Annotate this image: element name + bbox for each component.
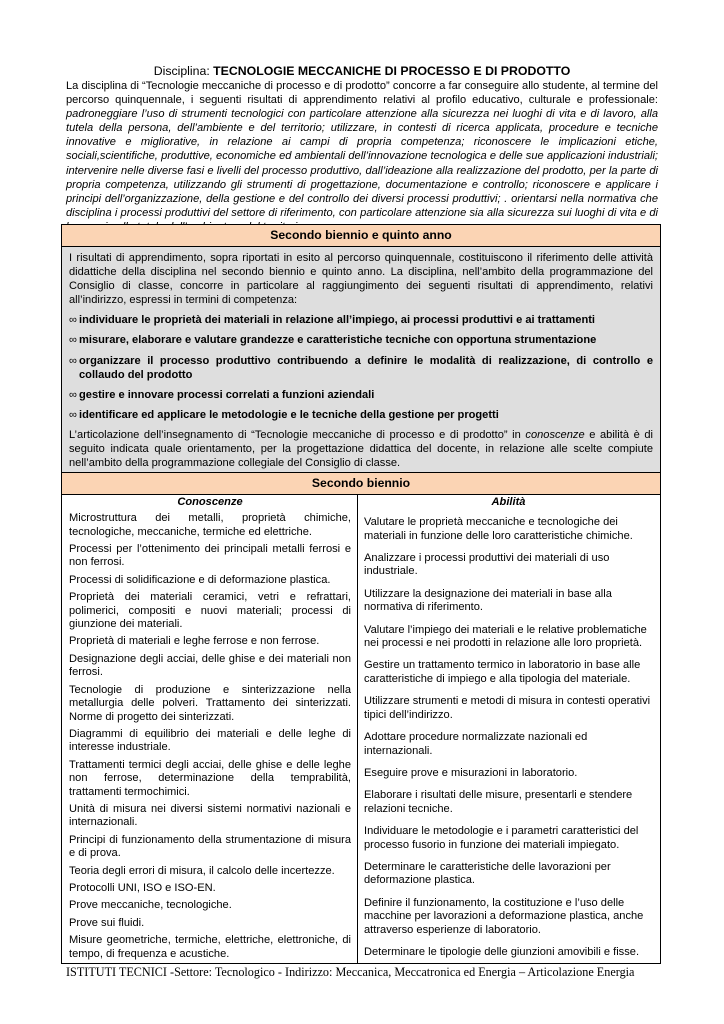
closing-text-a: L’articolazione dell’insegnamento di “Tecnologie meccaniche di processo e di prodotto” in bbox=[69, 428, 526, 441]
page-title bbox=[66, 64, 658, 78]
conoscenze-heading: Conoscenze bbox=[177, 496, 243, 509]
section-heading-biennio-quinto: Secondo biennio e quinto anno bbox=[62, 225, 660, 247]
bullet-icon: ∞ bbox=[69, 408, 77, 421]
competence-text: identificare ed applicare le metodologie e le tecniche della gestione per progetti bbox=[79, 408, 499, 421]
conoscenza-item: Proprietà di materiali e leghe ferrose e non ferrose. bbox=[69, 635, 320, 648]
conoscenza-item: Proprietà dei materiali ceramici, vetri e refrattari, polimerici, compositi e nuovi materiali; processi di giunzione dei materiali. bbox=[69, 591, 351, 631]
section-heading-secondo-biennio: Secondo biennio bbox=[62, 472, 660, 495]
learning-outcomes-table bbox=[61, 224, 661, 964]
competence-item bbox=[69, 388, 653, 402]
discipline-name: TECNOLOGIE MECCANICHE DI PROCESSO E DI PRODOTTO bbox=[213, 64, 571, 78]
abilita-item: Eseguire prove e misurazioni in laboratorio. bbox=[364, 766, 578, 779]
conoscenza-item: Protocolli UNI, ISO e ISO-EN. bbox=[69, 881, 216, 894]
abilita-item: Utilizzare la designazione dei materiali in base alla normativa di riferimento. bbox=[364, 587, 612, 614]
intro-paragraph bbox=[66, 79, 658, 234]
conoscenza-item: Trattamenti termici degli acciai, delle ghise e delle leghe non ferrose, determinazione della temprabilità, trattamenti termochimici. bbox=[69, 758, 351, 798]
abilita-list bbox=[364, 516, 653, 964]
abilita-item: Valutare l’impiego dei materiali e le relative problematiche nei processi e nei prodotti in relazione alle loro proprietà. bbox=[364, 623, 647, 650]
bullet-icon: ∞ bbox=[69, 334, 77, 347]
abilita-item: Adottare procedure normalizzate nazionali ed internazionali. bbox=[364, 731, 588, 757]
intro-italic: padroneggiare l’uso di strumenti tecnologici con particolare attenzione alla sicurezza nei luoghi di vita e di lavoro, alla tutela della persona, dell’ambiente e del territorio; utilizzare, in contesti di ricerca applicata, procedure e tecniche innovative e migliorative, in relazione ai campi di propria competenza; riconoscere le implicazioni etiche, sociali,scientifiche, produttive, economiche ed ambientali dell’innovazione tecnologica e delle sue applicazioni industriali; intervenire nelle diverse fasi e livelli del processo produttivo, dall’ideazione alla realizzazione del prodotto, per la parte di propria competenza, utilizzando gli strumenti di progettazione, documentazione e controllo; riconoscere e applicare i principi dell’organizzazione, della gestione e del controllo dei diversi processi produttivi; . orientarsi nella normativa che disciplina i processi produttivi del settore di riferimento, con particolare attenzione sia alla sicurezza sui luoghi di vita e di bbox=[66, 108, 658, 219]
abilita-item: Valutare le proprietà meccaniche e tecnologiche dei materiali in funzione delle loro caratteristiche chimiche. bbox=[364, 516, 633, 542]
competence-text: organizzare il processo produttivo contribuendo a definire le modalità di realizzazione, di controllo e collaudo del prodotto bbox=[79, 354, 653, 381]
abilita-item: Utilizzare strumenti e metodi di misura in contesti operativi tipici dell’indirizzo. bbox=[364, 695, 651, 721]
conoscenza-item: Microstruttura dei metalli, proprietà chimiche, tecnologiche, meccaniche, termiche ed elettriche. bbox=[69, 512, 351, 538]
conoscenza-item: Designazione degli acciai, delle ghise e dei materiali non ferrosi. bbox=[69, 652, 351, 679]
conoscenza-item: Unità di misura nei diversi sistemi normativi nazionali e internazionali. bbox=[69, 802, 351, 829]
competence-text: gestire e innovare processi correlati a funzioni aziendali bbox=[79, 388, 375, 401]
conoscenza-item: Processi di solidificazione e di deformazione plastica. bbox=[69, 573, 331, 586]
abilita-item: Determinare le caratteristiche delle lavorazioni per deformazione plastica. bbox=[364, 860, 611, 887]
closing-text-c: e abilità è di seguito indicata quale orientamento, per la progettazione didattica del docente, in relazione alle scelte compiute nell’ambito della programmazione collegiale del Consiglio di classe. bbox=[69, 428, 653, 470]
competence-item bbox=[69, 333, 653, 347]
competence-text: individuare le proprietà dei materiali in relazione all’impiego, ai processi produttivi e ai trattamenti bbox=[79, 314, 595, 327]
page-footer: ISTITUTI TECNICI -Settore: Tecnologico - Indirizzo: Meccanica, Meccatronica ed Energia – Articolazione Energia bbox=[66, 965, 635, 979]
competence-item bbox=[69, 313, 653, 327]
competence-item bbox=[69, 354, 653, 382]
bullet-icon: ∞ bbox=[69, 388, 77, 401]
competence-text: misurare, elaborare e valutare grandezze e caratteristiche tecniche con opportuna strumentazione bbox=[79, 334, 597, 347]
conoscenza-item: Prove meccaniche, tecnologiche. bbox=[69, 899, 232, 912]
conoscenze-column bbox=[62, 495, 358, 964]
section-closing bbox=[69, 428, 653, 470]
abilita-column bbox=[358, 495, 660, 964]
abilita-item: Definire il funzionamento, la costituzione e l’uso delle macchine per lavorazioni a deformazione plastica, anche attraverso esperienze di laboratorio. bbox=[364, 896, 644, 936]
bullet-icon: ∞ bbox=[69, 314, 77, 327]
conoscenza-item: Processi per l’ottenimento dei principali metalli ferrosi e non ferrosi. bbox=[69, 543, 351, 569]
abilita-item: Individuare le metodologie e i parametri caratteristici del processo fusorio in funzione dei materiali impiegato. bbox=[364, 825, 639, 851]
abilita-item: Analizzare i processi produttivi dei materiali di uso industriale. bbox=[364, 552, 610, 578]
conoscenza-item: Prove sui fluidi. bbox=[69, 916, 145, 929]
conoscenza-item: Diagrammi di equilibrio dei materiali e delle leghe di interesse industriale. bbox=[69, 727, 351, 754]
abilita-item: Gestire un trattamento termico in laboratorio in base alle caratteristiche di impiego e alla tipologia del materiale. bbox=[364, 659, 641, 685]
page-header bbox=[66, 0, 658, 234]
conoscenze-list bbox=[69, 512, 351, 964]
closing-text-italic: conoscenze bbox=[525, 428, 585, 441]
title-prefix: Disciplina: bbox=[153, 64, 214, 78]
intro-plain: La disciplina di “Tecnologie meccaniche di processo e di prodotto” concorre a far conseguire allo studente, al termine del percorso quinquennale, i seguenti risultati di apprendimento relativi al profilo educativo, culturale e professionale: bbox=[66, 80, 658, 107]
section-lead: I risultati di apprendimento, sopra riportati in esito al percorso quinquennale, costituiscono il riferimento delle attività didattiche della disciplina nel secondo biennio e quinto anno. La disciplina, nell’ambito della programmazione del Consiglio di classe, concorre in particolare al raggiungimento dei seguenti risultati di apprendimento, relativi all’indirizzo, espressi in termini di competenza: bbox=[69, 252, 653, 307]
conoscenza-item: Teoria degli errori di misura, il calcolo delle incertezze. bbox=[69, 864, 335, 877]
competence-item bbox=[69, 408, 653, 422]
conoscenza-item: Tecnologie di produzione e sinterizzazione nella metallurgia delle polveri. Trattamento dei sinterizzati. Norme di progetto dei sinterizzati. bbox=[69, 683, 351, 723]
abilita-item: Elaborare i risultati delle misure, presentarli e stendere relazioni tecniche. bbox=[364, 789, 633, 815]
abilita-heading: Abilità bbox=[491, 496, 526, 509]
competence-list bbox=[69, 313, 653, 422]
abilita-item: Determinare le tipologie delle giunzioni amovibili e fisse. bbox=[364, 945, 640, 958]
section-body bbox=[62, 247, 660, 472]
conoscenza-item: Principi di funzionamento della strumentazione di misura e di prova. bbox=[69, 833, 351, 860]
bullet-icon: ∞ bbox=[69, 354, 77, 367]
knowledge-skills-columns bbox=[62, 495, 660, 964]
conoscenza-item: Misure geometriche, termiche, elettriche, elettroniche, di tempo, di frequenza e acustiche. bbox=[69, 934, 351, 960]
